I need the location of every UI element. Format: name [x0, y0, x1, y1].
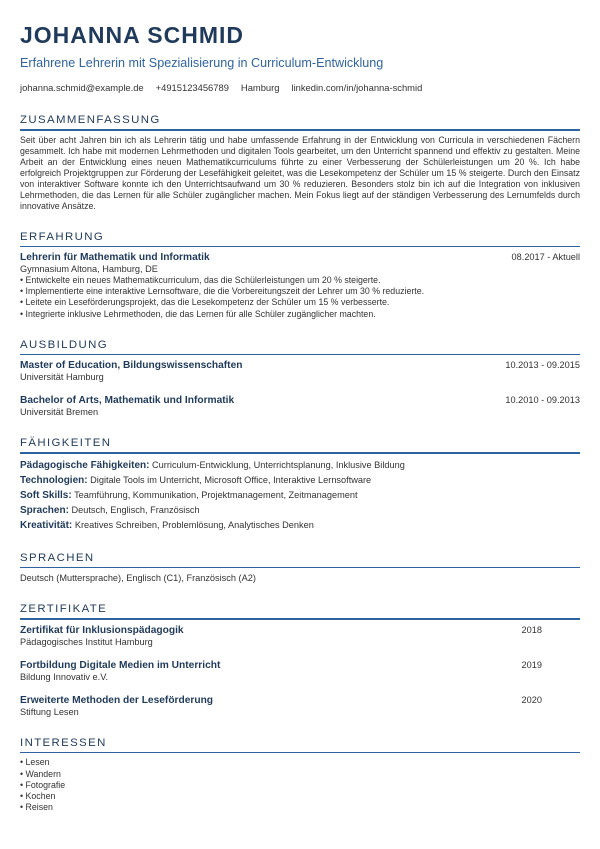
section-title: FÄHIGKEITEN [20, 437, 112, 450]
section-title: ERFAHRUNG [20, 230, 105, 243]
list-item: • Lesen [20, 757, 580, 768]
section-divider [20, 452, 580, 454]
list-item: • Reisen [20, 802, 580, 813]
headline: Erfahrene Lehrerin mit Spezialisierung in Curriculum-Entwicklung [20, 56, 384, 70]
certificate-name: Erweiterte Methoden der Leseförderung [20, 694, 214, 706]
skill-row [20, 473, 580, 488]
degree-title: Bachelor of Arts, Mathematik und Informatik [20, 395, 235, 407]
contact-phone: +4915123456789 [155, 82, 229, 93]
school-name: Universität Bremen [20, 407, 99, 418]
skill-label: Technologien: [20, 474, 88, 486]
skill-label: Pädagogische Fähigkeiten: [20, 459, 150, 471]
skill-row [20, 488, 580, 503]
list-item: • Fotografie [20, 780, 580, 791]
skill-label: Sprachen: [20, 504, 69, 516]
skill-value: Deutsch, Englisch, Französisch [71, 504, 200, 515]
certificate-issuer: Pädagogisches Institut Hamburg [20, 636, 153, 647]
section-title: AUSBILDUNG [20, 338, 109, 351]
summary-section [20, 113, 580, 212]
skill-value: Teamführung, Kommunikation, Projektmanagement, Zeitmanagement [74, 489, 358, 500]
section-title: ZUSAMMENFASSUNG [20, 114, 161, 126]
section-divider [20, 567, 580, 569]
list-item: • Leitete ein Leseförderungsprojekt, das die Lesekompetenz der Schüler um 15 % verbesserte. [20, 297, 580, 308]
contact-email: johanna.schmid@example.de [20, 82, 144, 93]
certificate-year: 2018 [521, 624, 542, 635]
school-name: Universität Hamburg [20, 372, 104, 383]
skill-value: Curriculum-Entwicklung, Unterrichtsplanung, Inklusive Bildung [152, 459, 405, 470]
certificate-year: 2020 [521, 694, 542, 705]
section-divider [20, 618, 580, 620]
experience-entry [20, 251, 580, 320]
section-divider [20, 129, 580, 131]
section-divider [20, 354, 580, 356]
certificate-issuer: Stiftung Lesen [20, 706, 79, 717]
summary-text: Seit über acht Jahren bin ich als Lehrerin tätig und habe umfassende Erfahrung in der Entwicklung von Curricula in verschiedenen Fächern gesammelt. Ich habe mit modernen Lehrmethoden und digitalen Tools gearbeitet, um den Unterricht spannend und effektiv zu gestalten. Meine Arbeit an der Entwicklung eines neuen Mathematikcurriculums führte zu einer Verbesserung der Schülerleistungen um 20 %. Ich habe erfolgreich Projektgruppen zur Förderung der Lesefähigkeit geleitet, was die Lesekompetenz der Schüler um 15 % steigerte. Durch den Einsatz von interaktiver Software konnte ich den Unterrichtsaufwand um 30 % reduzieren. Besonders stolz bin ich auf die Integration von inklusiven Lehrmethoden, die das Lernen für alle Schüler zugänglicher machen. Mein Fokus liegt auf der ständigen Verbesserung des Lernumfelds durch innovative Ansätze. [20, 134, 580, 211]
skill-label: Soft Skills: [20, 489, 72, 501]
list-item: • Implementierte eine interaktive Lernsoftware, die die Vorbereitungszeit der Lehrer um 30 % reduzierte. [20, 286, 580, 297]
list-item: • Wandern [20, 769, 580, 780]
skill-row [20, 503, 580, 518]
contact-city: Hamburg [240, 82, 280, 93]
certificate-entry [20, 659, 580, 683]
contact-linkedin: linkedin.com/in/johanna-schmid [291, 82, 423, 93]
contact-line [20, 82, 580, 93]
interests-list [20, 757, 580, 813]
job-bullets [20, 275, 580, 320]
interests-section [20, 736, 580, 814]
education-section [20, 338, 580, 419]
certificates-section [20, 602, 580, 718]
job-date: 08.2017 - Aktuell [511, 252, 580, 262]
section-title: ZERTIFIKATE [20, 603, 108, 616]
job-org: Gymnasium Altona, Hamburg, DE [20, 264, 158, 274]
job-title: Lehrerin für Mathematik und Informatik [20, 252, 210, 263]
certificate-name: Fortbildung Digitale Medien im Unterricht [20, 659, 221, 671]
languages-section [20, 551, 580, 585]
education-entry [20, 394, 580, 418]
person-name: JOHANNA SCHMID [20, 22, 244, 48]
list-item: • Kochen [20, 791, 580, 802]
degree-date: 10.2013 - 09.2015 [505, 360, 580, 371]
skill-value: Digitale Tools im Unterricht, Microsoft Office, Interaktive Lernsoftware [90, 474, 372, 485]
section-title: SPRACHEN [20, 551, 95, 564]
certificate-year: 2019 [521, 659, 542, 670]
section-divider [20, 246, 580, 248]
languages-text: Deutsch (Muttersprache), Englisch (C1), Französisch (A2) [20, 573, 256, 584]
experience-section [20, 230, 580, 320]
list-item: • Entwickelte ein neues Mathematikcurriculum, das die Schülerleistungen um 20 % steigerte. [20, 275, 580, 286]
degree-title: Master of Education, Bildungswissenschaften [20, 360, 243, 372]
skill-label: Kreativität: [20, 519, 73, 531]
certificate-entry [20, 624, 580, 648]
skills-section [20, 436, 580, 533]
section-title: INTERESSEN [20, 736, 107, 749]
skill-row [20, 518, 580, 533]
education-entry [20, 359, 580, 383]
section-divider [20, 752, 580, 754]
list-item: • Integrierte inklusive Lehrmethoden, die das Lernen für alle Schüler zugänglicher machten. [20, 309, 580, 320]
certificate-issuer: Bildung Innovativ e.V. [20, 671, 109, 682]
skill-value: Kreatives Schreiben, Problemlösung, Analytisches Denken [74, 519, 314, 530]
skill-row [20, 458, 580, 473]
certificate-entry [20, 694, 580, 718]
certificate-name: Zertifikat für Inklusionspädagogik [20, 624, 184, 636]
degree-date: 10.2010 - 09.2013 [505, 395, 580, 406]
